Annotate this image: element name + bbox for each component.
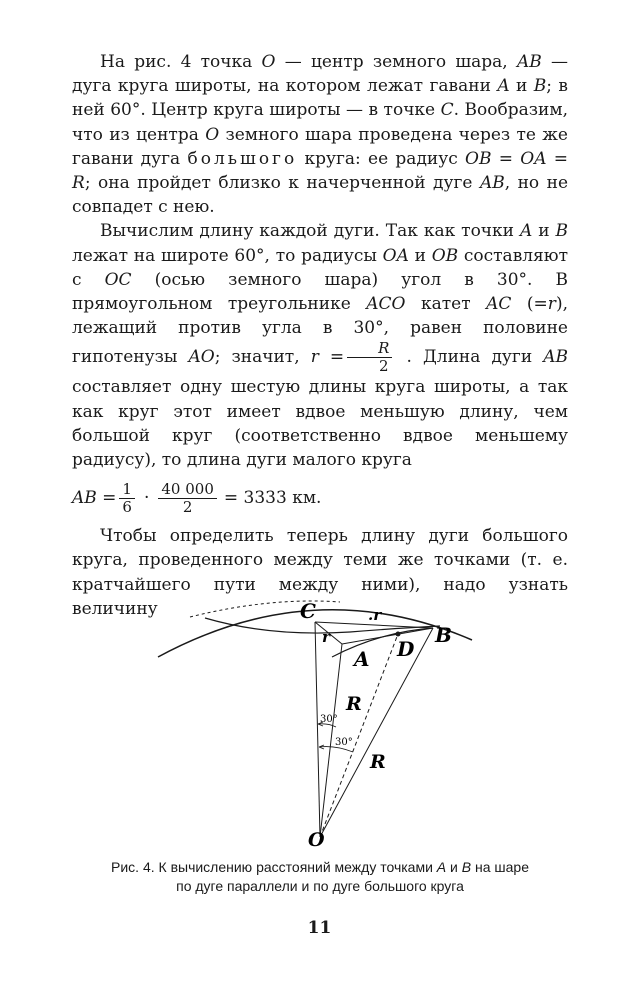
fraction-circumference: $\frac{40 000}{2}$ bbox=[158, 481, 217, 516]
label-B: B bbox=[435, 623, 452, 647]
figure-caption bbox=[60, 858, 580, 896]
angle-label-2: 30° bbox=[335, 737, 353, 748]
paragraph-2: Вычислим длину каждой дуги. Так как точки A и B лежат на широте 60°, то радиусы OA и OB составляют с OC (осью земного шара) угол в 30°. В прямоугольном треугольнике ACO катет AC (=r), лежащий против угла в 30°, равен половине гипотенузы AO; значит, r = $\frac{R}{2}$ . Длина дуги AB составляет одну шестую длины круга широты, а так как круг этот имеет вдвое меньшую длину, чем большой круг (соответственно вдвое меньшему радиусу), то длина дуги малого круга bbox=[72, 221, 568, 471]
axis-CO bbox=[315, 622, 320, 837]
paragraph-3: Чтобы определить теперь длину дуги большого круга, проведенного между теми же точками (т. е. кратчайшего пути между ними), надо узнать величину bbox=[72, 526, 568, 619]
label-r-top: .r bbox=[368, 606, 382, 624]
formula-arc-length: AB = $\frac{1}{6}$ · $\frac{40 000}{2}$ = 3333 км. bbox=[72, 479, 322, 516]
page-body bbox=[72, 50, 568, 621]
label-r-left: r bbox=[322, 628, 330, 646]
fraction-one-sixth: $\frac{1}{6}$ bbox=[119, 481, 135, 516]
paragraph-1: На рис. 4 точка O — центр земного шара, AB — дуга круга широты, на котором лежат гавани A и B; в ней 60°. Центр круга широты — в точке C. Вообразим, что из центра O земного шара проведена через те же гавани дуга большого круга: ее радиус OB = OA = R; она пройдет близко к начерченной дуге AB, но не совпадет с нею. bbox=[72, 52, 569, 218]
label-D: D bbox=[397, 637, 415, 661]
dashed-arc bbox=[190, 601, 340, 617]
fraction-r: $\frac{R}{2}$ bbox=[347, 340, 392, 375]
angle-label-1: 30° bbox=[320, 714, 338, 725]
figure-4-diagram bbox=[150, 582, 480, 852]
label-O: O bbox=[308, 829, 325, 851]
point-D bbox=[396, 632, 401, 637]
label-C: C bbox=[300, 599, 316, 623]
spaced-word: большого bbox=[187, 148, 298, 169]
caption-line-2: по дуге параллели и по дуге большого круга bbox=[176, 878, 464, 894]
caption-line-1: Рис. 4. К вычислению расстояний между точками A и B на шаре bbox=[111, 859, 529, 875]
label-R-outer: R bbox=[370, 751, 386, 773]
page-number: 11 bbox=[307, 918, 332, 938]
line-OB bbox=[320, 628, 433, 837]
label-A: A bbox=[354, 647, 370, 671]
label-R-inner: R bbox=[346, 693, 362, 715]
